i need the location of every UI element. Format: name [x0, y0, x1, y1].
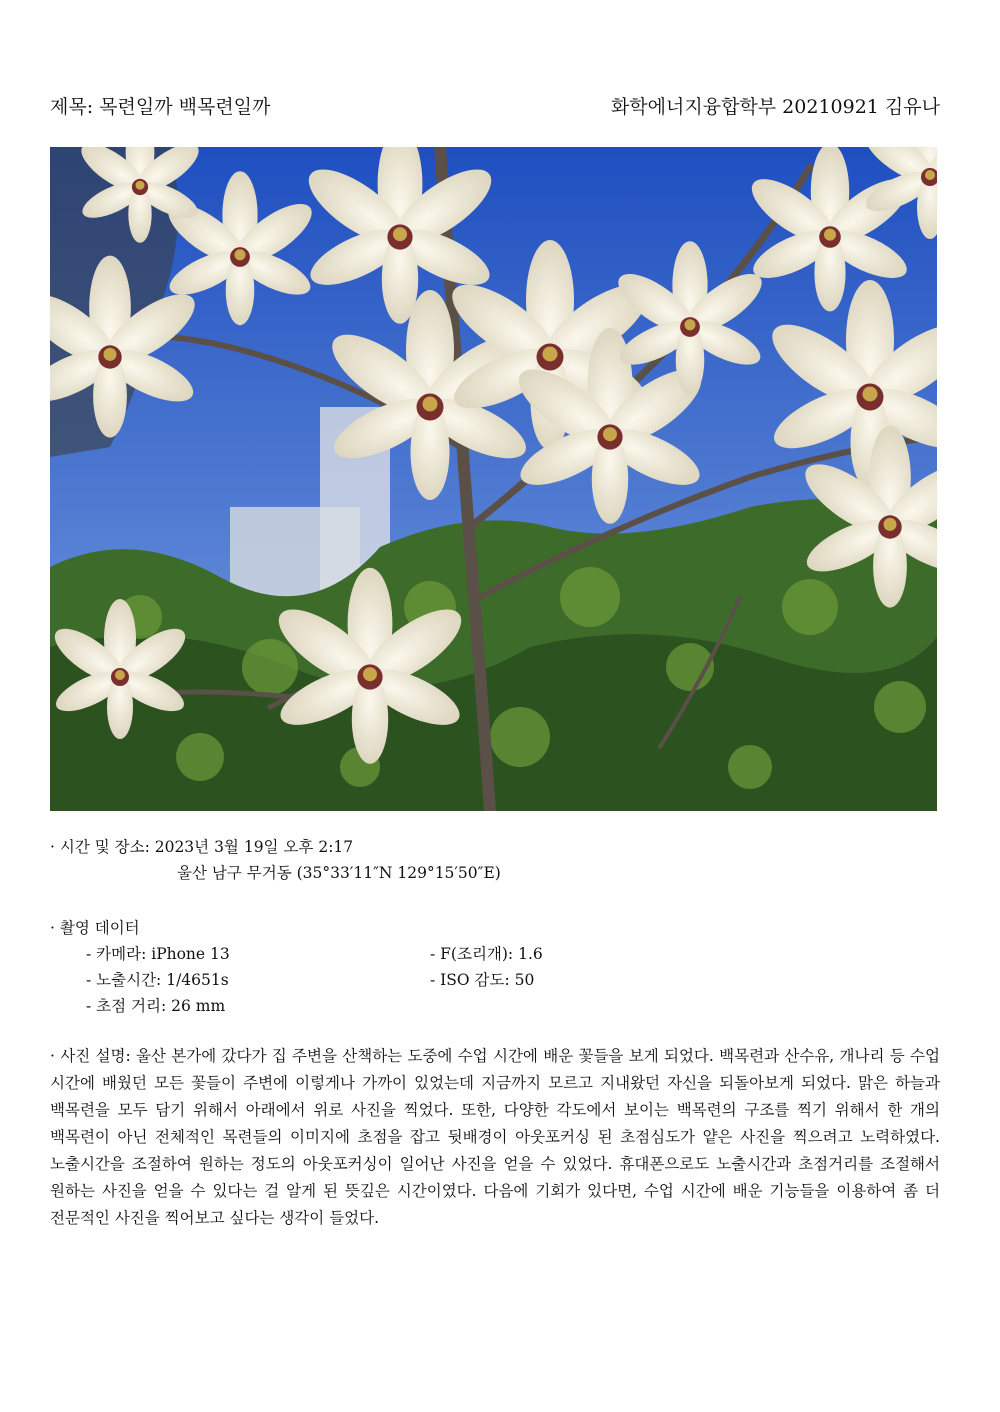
magnolia-photo [50, 147, 937, 811]
shooting-data-grid [50, 941, 950, 1019]
photo-description: · 사진 설명: 울산 본가에 갔다가 집 주변을 산책하는 도중에 수업 시간에 배운 꽃들을 보게 되었다. 백목련과 산수유, 개나리 등 수업 시간에 배웠던 모든 꽃들이 주변에 이렇게나 가까이 있었는데 지금까지 모르고 지내왔던 자신을 되돌아보게 되었다. 맑은 하늘과 백목련을 모두 담기 위해서 아래에서 위로 사진을 찍었다. 또한, 다양한 각도에서 보이는 백목련의 구조를 찍기 위해서 한 개의 백목련이 아닌 전체적인 목련들의 이미지에 초점을 잡고 뒷배경이 아웃포커싱 된 초점심도가 얕은 사진을 찍으려고 노력하였다. 노출시간을 조절하여 원하는 정도의 아웃포커싱이 일어난 사진을 얻을 수 있었다. 휴대폰으로도 노출시간과 초점거리를 조절해서 원하는 사진을 얻을 수 있다는 걸 알게 된 뜻깊은 시간이였다. 다음에 기회가 있다면, 수업 시간에 배운 기능들을 이용하여 좀 더 전문적인 사진을 찍어보고 싶다는 생각이 들었다. [50, 1047, 940, 1227]
location-text: 울산 남구 무거동 (35°33′11″N 129°15′50″E) [177, 864, 501, 882]
time-place-label: · 시간 및 장소: 2023년 3월 19일 오후 2:17 [50, 838, 354, 856]
document-title: 제목: 목련일까 백목련일까 [50, 96, 271, 118]
shooting-data-label: · 촬영 데이터 [50, 919, 140, 937]
exposure-time: - 노출시간: 1/4651s [86, 971, 229, 989]
focal-length: - 초점 거리: 26 mm [86, 997, 226, 1015]
page-header [50, 92, 940, 122]
shooting-data-section [50, 915, 950, 1019]
author-info: 화학에너지융합학부 20210921 김유나 [610, 96, 940, 118]
camera-model: - 카메라: iPhone 13 [86, 945, 230, 963]
time-place-section [50, 834, 950, 886]
iso-value: - ISO 감도: 50 [430, 971, 535, 989]
aperture-value: - F(조리개): 1.6 [430, 945, 543, 963]
